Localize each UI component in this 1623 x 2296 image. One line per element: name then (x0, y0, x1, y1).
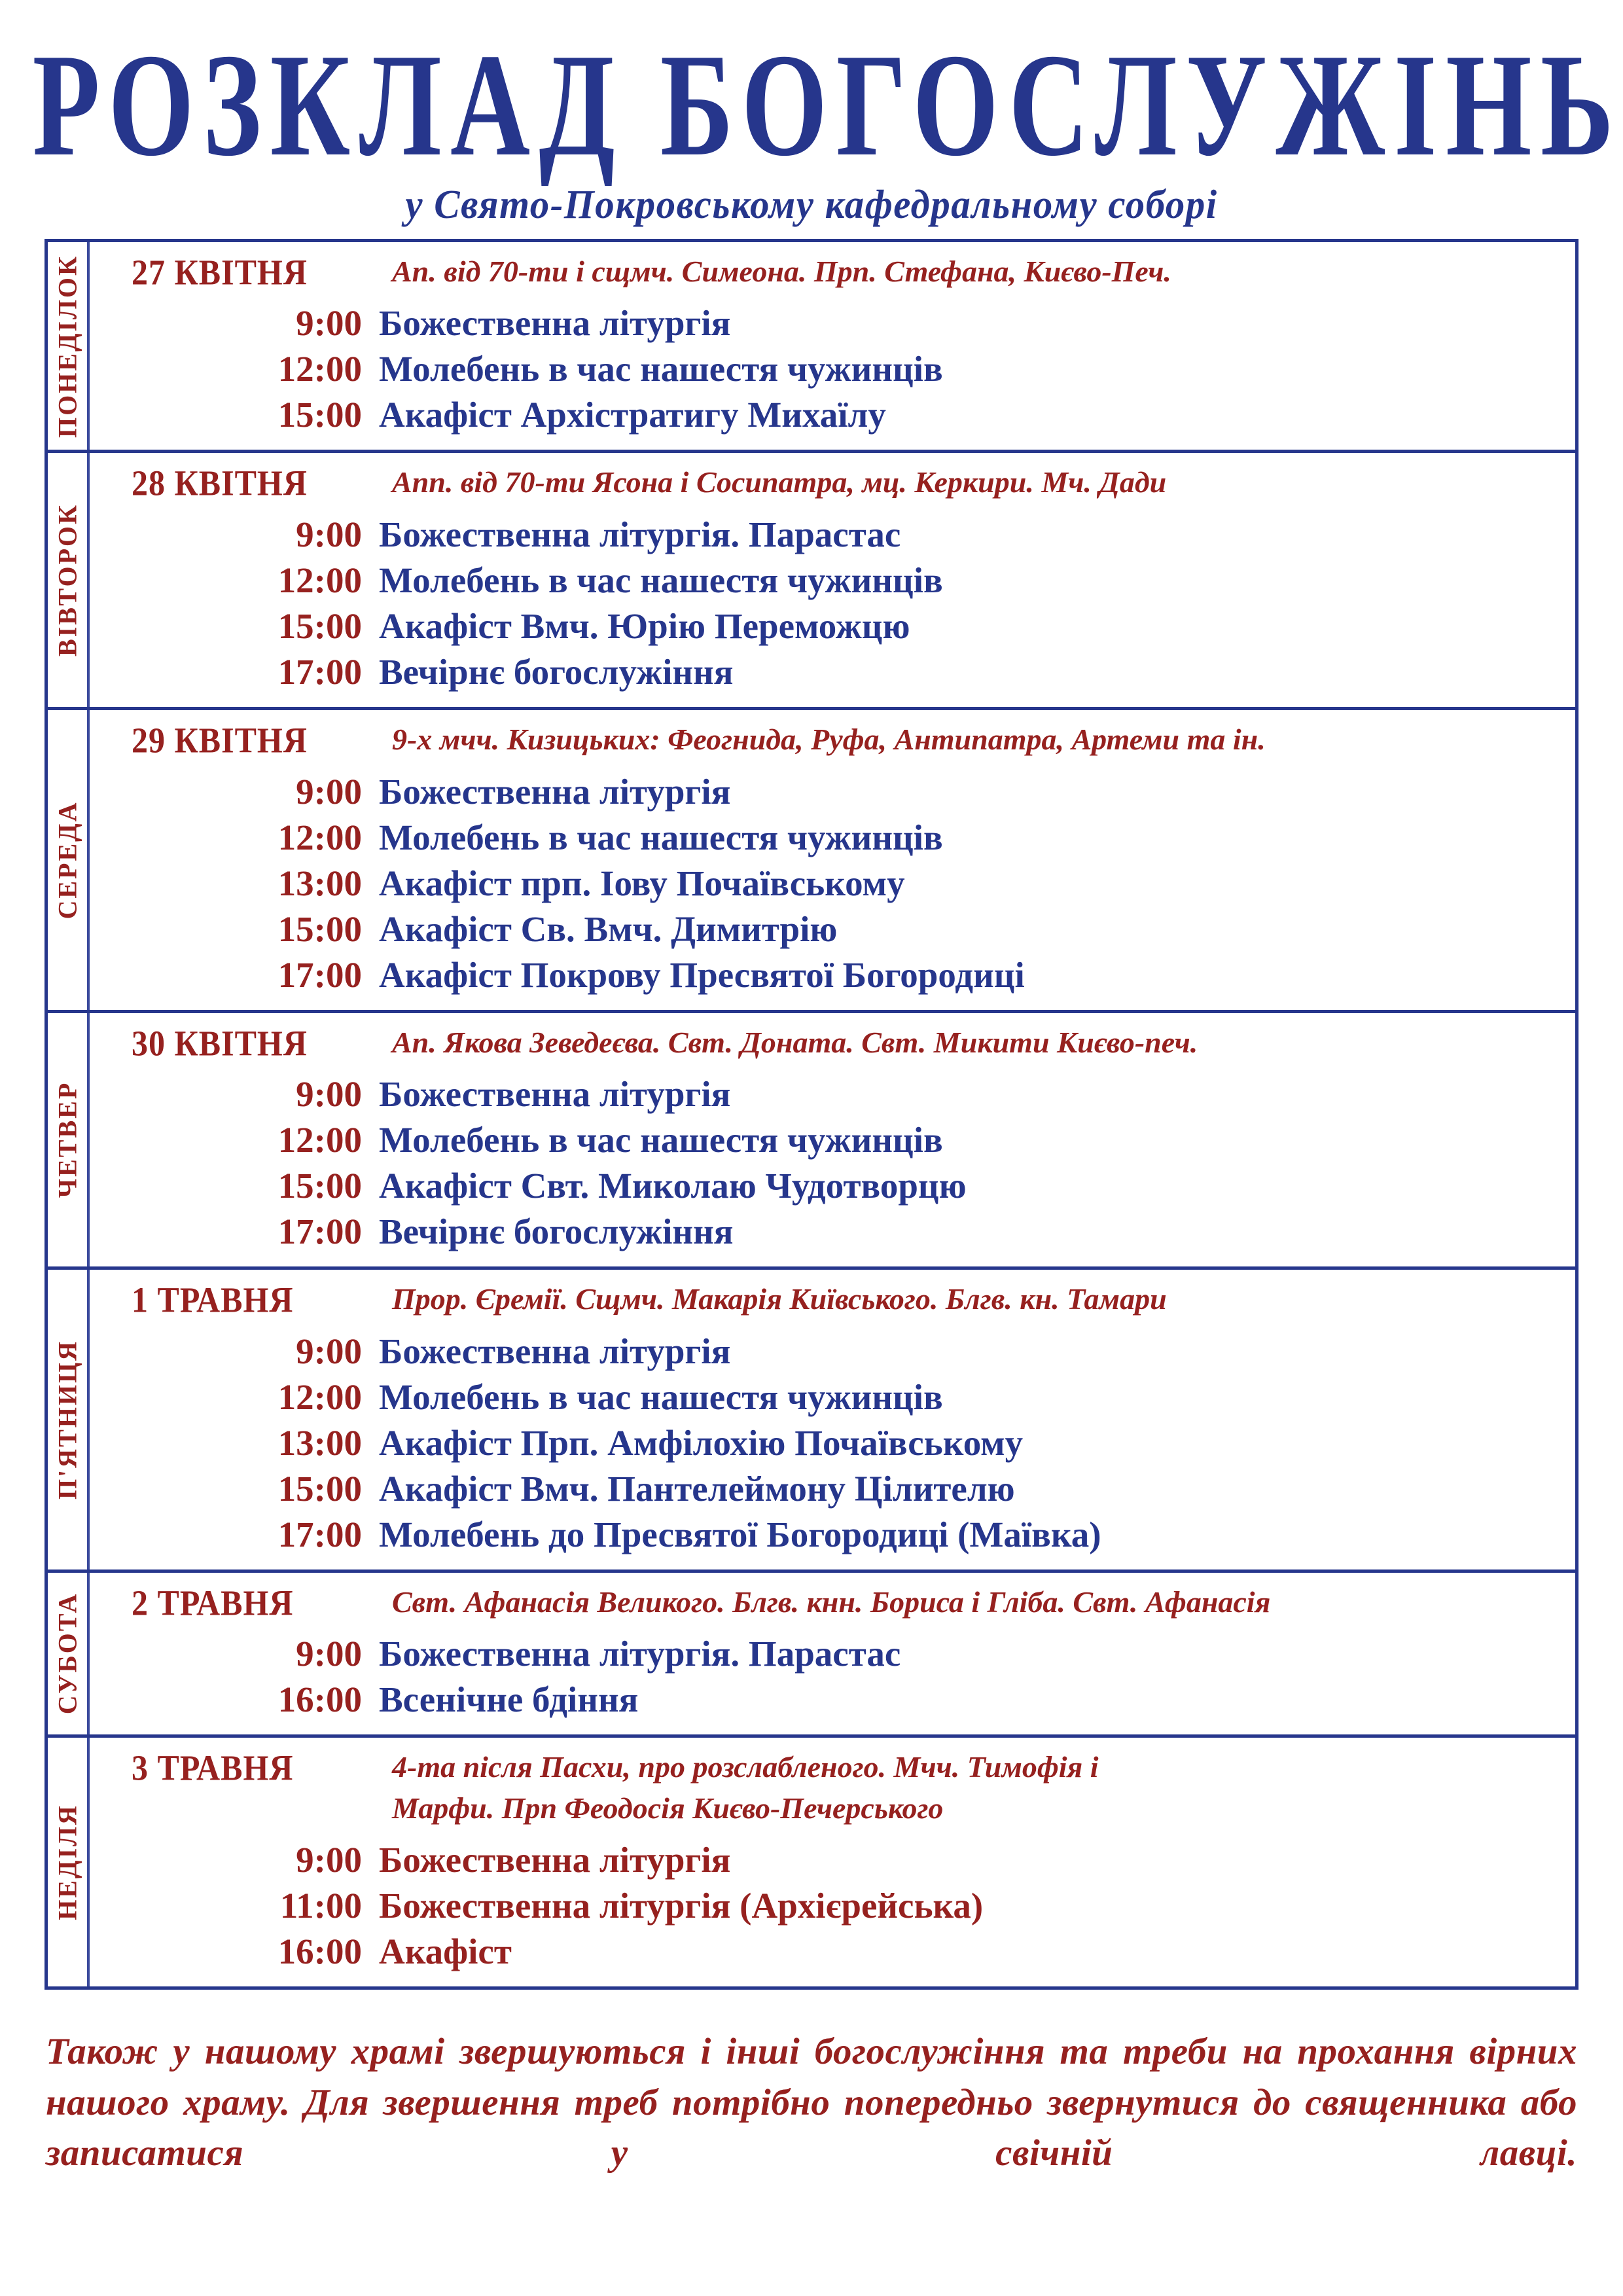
service-time: 12:00 (277, 817, 362, 857)
service-item (104, 1165, 1561, 1206)
service-item (104, 394, 1561, 435)
service-item (104, 605, 1561, 647)
service-list (104, 1633, 1561, 1720)
service-item (104, 1633, 1561, 1674)
service-time: 9:00 (296, 771, 362, 812)
service-name: Акафіст Св. Вмч. Димитрію (379, 908, 838, 949)
weekday-label: ВІВТОРОК (52, 503, 82, 657)
commemoration-text (392, 251, 1561, 293)
service-name: Молебень в час нашестя чужинців (379, 1376, 943, 1417)
service-time: 15:00 (277, 395, 362, 435)
service-name: Божественна літургія (379, 771, 731, 812)
service-item (104, 348, 1561, 389)
service-name: Божественна літургія (Архієрейська) (379, 1886, 984, 1926)
service-item (104, 863, 1561, 904)
commemoration-text (392, 462, 1561, 503)
weekday-label: НЕДІЛЯ (52, 1804, 82, 1921)
service-time: 12:00 (277, 1376, 362, 1417)
weekday-label: ЧЕТВЕР (52, 1081, 82, 1198)
day-date: 28 КВІТНЯ (132, 463, 308, 504)
day-header (104, 251, 1561, 293)
day-body (90, 1738, 1575, 1986)
poster-header (0, 0, 1623, 227)
service-item (104, 302, 1561, 344)
service-time: 17:00 (277, 1211, 362, 1252)
weekday-column (48, 710, 90, 1010)
service-list (104, 302, 1561, 435)
service-time: 15:00 (277, 1468, 362, 1509)
service-time: 15:00 (277, 606, 362, 646)
service-list (104, 1073, 1561, 1252)
day-body (90, 1573, 1575, 1735)
service-name: Акафіст Покрову Пресвятої Богородиці (379, 954, 1025, 995)
service-name: Божественна літургія (379, 1840, 731, 1880)
service-item (104, 1885, 1561, 1926)
page-subtitle: у Свято-Покровському кафедральному соборі (405, 181, 1218, 227)
commemoration-text (392, 719, 1561, 761)
service-time: 12:00 (277, 349, 362, 389)
service-item (104, 1839, 1561, 1880)
service-item (104, 1514, 1561, 1555)
service-item (104, 1331, 1561, 1372)
service-name: Акафіст Архістратигу Михаїлу (379, 395, 886, 435)
day-header (104, 462, 1561, 503)
commemoration-text (392, 1747, 1561, 1829)
service-time: 9:00 (296, 1840, 362, 1880)
day-row (48, 710, 1575, 1013)
service-item (104, 1376, 1561, 1418)
service-name: Акафіст прп. Іову Почаївському (379, 863, 905, 903)
weekday-column (48, 1013, 90, 1267)
service-time: 11:00 (279, 1886, 362, 1926)
service-item (104, 514, 1561, 555)
service-name: Акафіст Прп. Амфілохію Почаївському (379, 1422, 1024, 1463)
service-name: Божественна літургія (379, 1074, 731, 1115)
day-header (104, 1279, 1561, 1320)
day-date: 1 ТРАВНЯ (132, 1280, 294, 1320)
service-time: 12:00 (277, 1120, 362, 1160)
service-time: 16:00 (277, 1931, 362, 1972)
service-item (104, 954, 1561, 996)
service-item (104, 1931, 1561, 1972)
day-body (90, 710, 1575, 1010)
service-time: 9:00 (296, 1074, 362, 1115)
service-time: 9:00 (296, 514, 362, 554)
footer-note: Також у нашому храмі звершуються і інші богослужіння та треби на прохання вірних нашого храму. Для звершення треб потрібно попередньо звернутися до священника або записатися у свічній лавці. (46, 2031, 1577, 2174)
commemoration-line: Прор. Єремії. Сщмч. Макарія Київського. Блгв. кн. Тамари (392, 1282, 1167, 1316)
service-name: Вечірнє богослужіння (379, 652, 734, 692)
weekday-label: П'ЯТНИЦЯ (52, 1339, 82, 1499)
service-name: Божественна літургія (379, 303, 731, 344)
service-name: Молебень до Пресвятої Богородиці (Маївка) (379, 1514, 1101, 1554)
day-header (104, 1747, 1561, 1829)
day-date: 30 КВІТНЯ (132, 1022, 308, 1064)
service-time: 15:00 (277, 908, 362, 949)
service-list (104, 514, 1561, 692)
service-time: 9:00 (296, 303, 362, 344)
service-item (104, 560, 1561, 601)
commemoration-line: Свт. Афанасія Великого. Блгв. кнн. Бориса і Гліба. Свт. Афанасія (392, 1585, 1271, 1619)
commemoration-line: Ап. Якова Зеведеєва. Свт. Доната. Свт. Микити Києво-печ. (392, 1025, 1198, 1059)
commemoration-text (392, 1022, 1561, 1064)
weekday-column (48, 1573, 90, 1735)
day-header (104, 719, 1561, 761)
service-time: 13:00 (277, 1422, 362, 1463)
day-row (48, 1573, 1575, 1738)
day-row (48, 242, 1575, 454)
service-list (104, 1839, 1561, 1972)
service-item (104, 1679, 1561, 1720)
weekday-label: СЕРЕДА (52, 800, 82, 920)
commemoration-text (392, 1582, 1561, 1623)
service-time: 16:00 (277, 1679, 362, 1720)
day-date: 29 КВІТНЯ (132, 720, 308, 761)
service-name: Акафіст (379, 1931, 512, 1972)
service-time: 17:00 (277, 954, 362, 995)
weekday-label: ПОНЕДІЛОК (52, 254, 82, 438)
service-time: 17:00 (277, 1514, 362, 1554)
weekday-column (48, 453, 90, 707)
service-item (104, 651, 1561, 692)
commemoration-line: Марфи. Прп Феодосія Києво-Печерського (392, 1791, 944, 1825)
service-time: 12:00 (277, 560, 362, 600)
service-name: Божественна літургія. Парастас (379, 514, 901, 554)
weekday-column (48, 1738, 90, 1986)
weekday-column (48, 1270, 90, 1570)
service-item (104, 1073, 1561, 1115)
day-body (90, 242, 1575, 450)
service-item (104, 1422, 1561, 1463)
day-body (90, 453, 1575, 707)
day-date: 27 КВІТНЯ (132, 252, 308, 293)
commemoration-text (392, 1279, 1561, 1320)
service-item (104, 1211, 1561, 1252)
day-row (48, 1738, 1575, 1986)
day-row (48, 1013, 1575, 1270)
service-name: Молебень в час нашестя чужинців (379, 349, 943, 389)
commemoration-line: 9-х мчч. Кизицьких: Феогнида, Руфа, Антипатра, Артеми та ін. (392, 723, 1266, 756)
service-list (104, 771, 1561, 996)
service-list (104, 1331, 1561, 1555)
day-row (48, 1270, 1575, 1573)
day-row (48, 453, 1575, 710)
page-title: РОЗКЛАД БОГОСЛУЖІНЬ (32, 24, 1623, 187)
service-name: Всенічне бдіння (379, 1679, 639, 1720)
service-time: 15:00 (277, 1166, 362, 1206)
weekday-column (48, 242, 90, 450)
service-name: Молебень в час нашестя чужинців (379, 817, 943, 857)
service-name: Божественна літургія (379, 1331, 731, 1371)
service-item (104, 771, 1561, 812)
service-item (104, 1468, 1561, 1509)
service-time: 17:00 (277, 652, 362, 692)
weekday-label: СУБОТА (52, 1592, 82, 1715)
service-time: 13:00 (277, 863, 362, 903)
service-name: Божественна літургія. Парастас (379, 1634, 901, 1674)
schedule-table (45, 239, 1578, 1990)
service-name: Молебень в час нашестя чужинців (379, 560, 943, 600)
service-item (104, 908, 1561, 950)
commemoration-line: 4-та після Пасхи, про розслабленого. Мчч. Тимофія і (392, 1750, 1099, 1784)
day-date: 3 ТРАВНЯ (132, 1748, 294, 1788)
service-time: 9:00 (296, 1331, 362, 1371)
service-name: Акафіст Свт. Миколаю Чудотворцю (379, 1166, 967, 1206)
service-item (104, 817, 1561, 858)
day-header (104, 1582, 1561, 1623)
service-name: Акафіст Вмч. Пантелеймону Цілителю (379, 1468, 1015, 1509)
day-date: 2 ТРАВНЯ (132, 1582, 294, 1623)
service-time: 9:00 (296, 1634, 362, 1674)
day-body (90, 1013, 1575, 1267)
service-name: Молебень в час нашестя чужинців (379, 1120, 943, 1160)
commemoration-line: Ап. від 70-ти і сщмч. Симеона. Прп. Стефана, Києво-Печ. (392, 254, 1171, 288)
service-name: Вечірнє богослужіння (379, 1211, 734, 1252)
day-body (90, 1270, 1575, 1570)
service-name: Акафіст Вмч. Юрію Переможцю (379, 606, 910, 646)
day-header (104, 1022, 1561, 1064)
commemoration-line: Апп. від 70-ти Ясона і Сосипатра, мц. Керкири. Мч. Дади (392, 465, 1167, 499)
service-item (104, 1119, 1561, 1160)
